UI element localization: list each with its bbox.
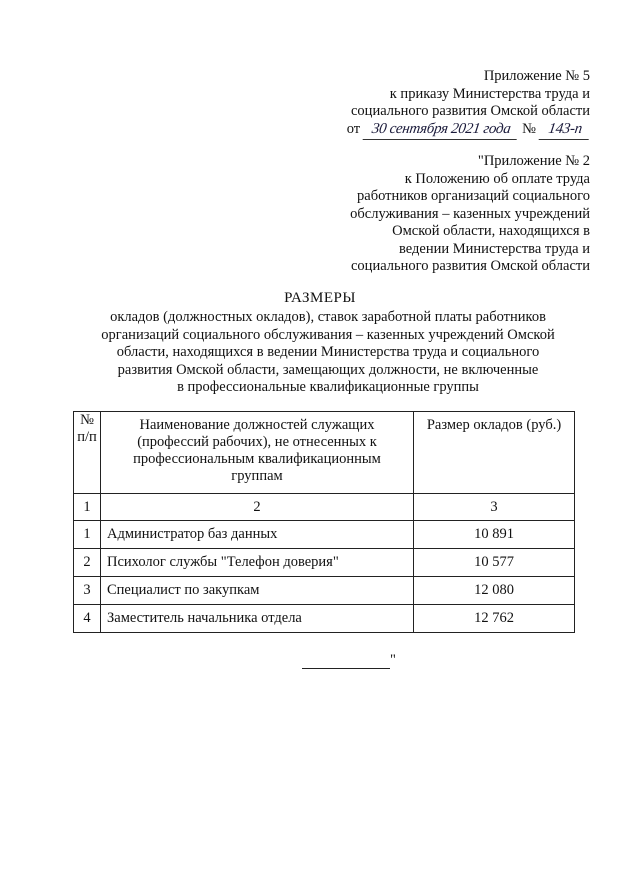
- appendix2-line: Омской области, находящихся в: [392, 223, 590, 239]
- table-row: [74, 549, 575, 577]
- salary-value: 10 577: [414, 549, 575, 577]
- table-header-row: [74, 412, 575, 494]
- handwritten-date: 30 сентября 2021 года: [363, 121, 520, 140]
- order-date-number: [347, 121, 590, 140]
- closing-line: [302, 652, 396, 669]
- from-prefix: от: [346, 120, 361, 137]
- appendix2-line: ведении Министерства труда и: [399, 240, 590, 257]
- subtitle-line: в профессиональные квалификационные группы: [177, 379, 479, 395]
- document-subtitle: [88, 309, 568, 397]
- appendix2-line: "Приложение № 2: [477, 153, 590, 169]
- header-position: Наименование должностей служащих (профессий рабочих), не отнесенных к профессиональным квалификационным группам: [101, 412, 414, 494]
- position-name: Заместитель начальника отдела: [101, 605, 414, 633]
- position-name: Психолог службы "Телефон доверия": [101, 549, 414, 577]
- number-prefix: №: [522, 120, 536, 137]
- appendix-ministry-line: социального развития Омской области: [351, 103, 590, 119]
- row-number: 2: [74, 549, 101, 577]
- position-name: Администратор баз данных: [101, 521, 414, 549]
- column-number: 2: [101, 494, 414, 521]
- column-number: 3: [414, 494, 575, 521]
- salary-table: [73, 411, 575, 633]
- row-number: 3: [74, 577, 101, 605]
- table-row: [74, 605, 575, 633]
- appendix2-line: социального развития Омской области: [351, 258, 590, 274]
- closing-quote: ": [390, 652, 396, 668]
- subtitle-line: области, находящихся в ведении Министерства труда и социального: [116, 344, 540, 360]
- document-title: РАЗМЕРЫ: [284, 290, 356, 306]
- appendix2-line: работников организаций социального: [357, 188, 590, 204]
- subtitle-line: организаций социального обслуживания – казенных учреждений Омской: [101, 326, 555, 343]
- handwritten-number: 143-п: [539, 121, 592, 140]
- salary-value: 12 080: [414, 577, 575, 605]
- header-salary: Размер окладов (руб.): [414, 412, 575, 494]
- appendix-title: Приложение № 5: [483, 68, 590, 84]
- appendix2-line: к Положению об оплате труда: [404, 170, 590, 187]
- appendix2-line: обслуживания – казенных учреждений: [350, 205, 590, 222]
- column-number: 1: [74, 494, 101, 521]
- closing-rule: [302, 654, 390, 669]
- salary-value: 10 891: [414, 521, 575, 549]
- column-number-row: [74, 494, 575, 521]
- position-name: Специалист по закупкам: [101, 577, 414, 605]
- appendix2-block: [350, 153, 590, 276]
- table-row: [74, 521, 575, 549]
- table-row: [74, 577, 575, 605]
- appendix-order-line: к приказу Министерства труда и: [389, 85, 590, 102]
- row-number: 1: [74, 521, 101, 549]
- salary-value: 12 762: [414, 605, 575, 633]
- header-number: № п/п: [74, 412, 101, 494]
- row-number: 4: [74, 605, 101, 633]
- subtitle-line: развития Омской области, замещающих должности, не включенные: [117, 361, 539, 378]
- appendix-block: [347, 68, 590, 139]
- subtitle-line: окладов (должностных окладов), ставок заработной платы работников: [110, 309, 546, 325]
